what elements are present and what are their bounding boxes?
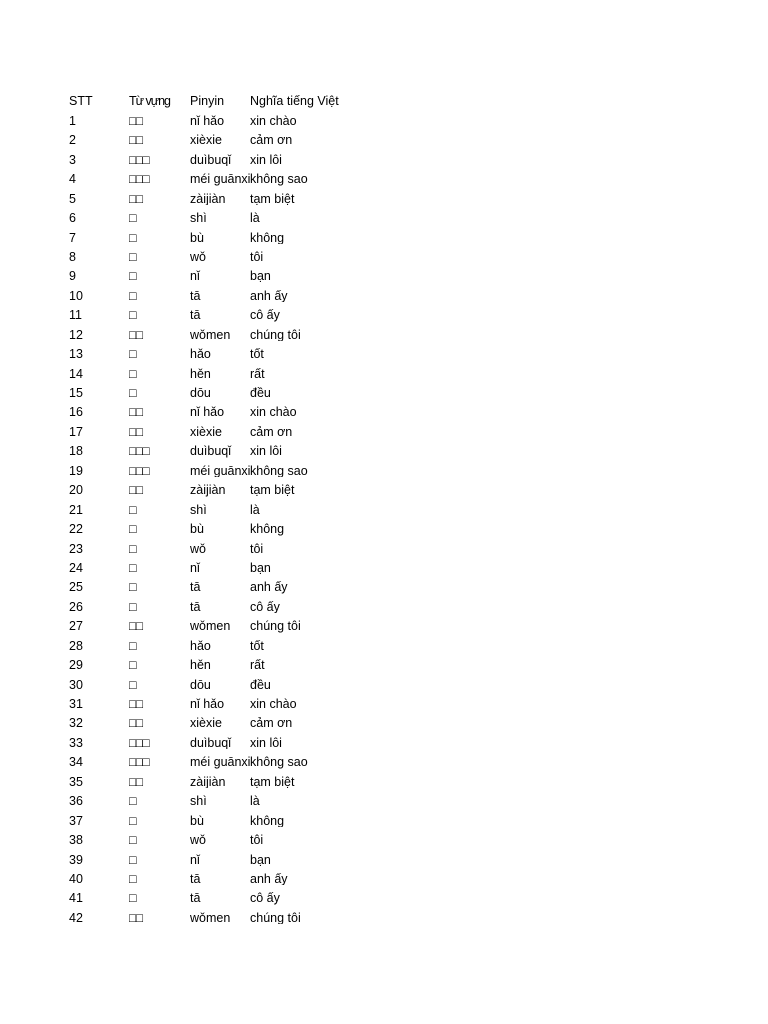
row-word: □□ — [129, 192, 143, 206]
row-word: □□□ — [129, 173, 149, 186]
row-pinyin: hǎo — [190, 348, 211, 361]
row-meaning: xin lỗi — [250, 153, 282, 167]
row-word: □□ — [129, 911, 143, 925]
row-pinyin: duìbuqǐ — [190, 445, 232, 458]
table-row — [69, 578, 410, 597]
row-stt: 29 — [69, 659, 83, 672]
row-word: □ — [129, 561, 136, 575]
row-pinyin: xièxie — [190, 425, 222, 439]
row-meaning: cảm ơn — [250, 425, 293, 439]
row-stt: 37 — [69, 814, 83, 828]
row-pinyin: méi guānxi — [190, 464, 250, 478]
table-row — [69, 248, 410, 267]
table-row — [69, 267, 410, 286]
row-meaning: tôi — [250, 834, 264, 847]
row-pinyin: xièxie — [190, 134, 222, 147]
row-pinyin: méi guānxi — [190, 756, 250, 769]
row-meaning: tôi — [250, 542, 264, 556]
row-meaning: cô ấy — [250, 309, 280, 322]
row-meaning: không — [250, 523, 285, 536]
row-word: □ — [129, 814, 136, 828]
row-meaning: chúng tôi — [250, 620, 301, 633]
row-pinyin: wǒmen — [190, 911, 231, 925]
row-pinyin: zàijiàn — [190, 775, 226, 789]
table-row — [69, 520, 410, 539]
row-word: □ — [129, 542, 136, 556]
row-stt: 26 — [69, 600, 83, 614]
row-stt: 1 — [69, 114, 76, 128]
row-pinyin: hěn — [190, 367, 211, 381]
header-meaning: Nghĩa tiếng Việt — [250, 95, 339, 108]
row-stt: 6 — [69, 212, 76, 225]
row-word: □ — [129, 270, 136, 283]
row-stt: 7 — [69, 231, 76, 245]
table-row — [69, 714, 410, 733]
row-word: □□ — [129, 620, 143, 633]
table-row — [69, 461, 410, 480]
row-meaning: bạn — [250, 270, 271, 283]
row-pinyin: wǒ — [190, 250, 206, 264]
table-row — [69, 442, 410, 461]
row-word: □□□ — [129, 464, 149, 478]
row-pinyin: tā — [190, 600, 201, 614]
row-pinyin: duìbuqǐ — [190, 736, 232, 750]
row-stt: 35 — [69, 775, 83, 789]
table-row — [69, 675, 410, 694]
row-stt: 31 — [69, 698, 83, 711]
row-meaning: tạm biệt — [250, 775, 295, 789]
row-pinyin: nǐ — [190, 853, 200, 867]
row-pinyin: xièxie — [190, 717, 222, 730]
row-pinyin: wǒmen — [190, 620, 231, 633]
row-word: □ — [129, 289, 136, 303]
row-stt: 12 — [69, 328, 83, 342]
row-meaning: xin chào — [250, 698, 297, 711]
row-meaning: tốt — [250, 348, 264, 361]
row-meaning: bạn — [250, 853, 271, 867]
row-meaning: không — [250, 814, 285, 828]
table-row — [69, 209, 410, 228]
row-word: □□ — [129, 717, 143, 730]
row-word: □ — [129, 678, 136, 692]
row-stt: 13 — [69, 348, 83, 361]
row-stt: 19 — [69, 464, 83, 478]
row-stt: 27 — [69, 620, 83, 633]
row-meaning: tôi — [250, 250, 264, 264]
row-meaning: tốt — [250, 639, 264, 653]
row-pinyin: tā — [190, 892, 201, 905]
row-word: □□ — [129, 484, 143, 497]
row-word: □ — [129, 367, 136, 381]
row-pinyin: wǒmen — [190, 328, 231, 342]
row-word: □□□ — [129, 756, 149, 769]
table-row — [69, 189, 410, 208]
row-word: □ — [129, 503, 136, 517]
row-word: □ — [129, 853, 136, 867]
row-pinyin: shì — [190, 212, 207, 225]
row-pinyin: duìbuqǐ — [190, 153, 232, 167]
row-pinyin: nǐ hǎo — [190, 698, 225, 711]
row-word: □ — [129, 600, 136, 614]
row-meaning: đều — [250, 678, 271, 692]
row-stt: 18 — [69, 445, 83, 458]
row-pinyin: tā — [190, 872, 201, 886]
row-word: □ — [129, 387, 136, 400]
table-row — [69, 500, 410, 519]
row-meaning: xin chào — [250, 406, 297, 419]
row-pinyin: nǐ hǎo — [190, 114, 225, 128]
table-row — [69, 695, 410, 714]
row-stt: 2 — [69, 134, 76, 147]
table-row — [69, 481, 410, 500]
row-word: □ — [129, 639, 136, 653]
row-meaning: xin lỗi — [250, 736, 282, 750]
table-row — [69, 539, 410, 558]
row-word: □□ — [129, 134, 143, 147]
row-word: □ — [129, 892, 136, 905]
row-meaning: bạn — [250, 561, 271, 575]
table-row — [69, 656, 410, 675]
header-word: Từ vựng — [129, 95, 170, 108]
row-stt: 21 — [69, 503, 83, 517]
row-word: □ — [129, 309, 136, 322]
row-pinyin: zàijiàn — [190, 192, 226, 206]
table-row — [69, 772, 410, 791]
row-pinyin: bù — [190, 231, 204, 245]
row-word: □ — [129, 231, 136, 245]
row-stt: 22 — [69, 523, 83, 536]
table-row — [69, 753, 410, 772]
row-stt: 16 — [69, 406, 83, 419]
table-row — [69, 286, 410, 305]
header-stt: STT — [69, 95, 93, 108]
table-row — [69, 636, 410, 655]
table-row — [69, 150, 410, 169]
row-pinyin: nǐ — [190, 561, 200, 575]
vocabulary-sheet — [69, 92, 410, 928]
row-pinyin: dōu — [190, 387, 211, 400]
table-row — [69, 811, 410, 830]
table-row — [69, 384, 410, 403]
row-meaning: tạm biệt — [250, 192, 295, 206]
table-row — [69, 325, 410, 344]
row-stt: 9 — [69, 270, 76, 283]
row-stt: 23 — [69, 542, 83, 556]
row-stt: 42 — [69, 911, 83, 925]
row-stt: 34 — [69, 756, 83, 769]
row-word: □□ — [129, 775, 143, 789]
row-stt: 39 — [69, 853, 83, 867]
row-stt: 4 — [69, 173, 76, 186]
row-word: □ — [129, 250, 136, 264]
row-meaning: rất — [250, 659, 265, 672]
row-meaning: không sao — [250, 756, 308, 769]
row-meaning: không — [250, 231, 285, 245]
table-row — [69, 617, 410, 636]
row-stt: 36 — [69, 795, 83, 808]
row-word: □□ — [129, 328, 143, 342]
row-stt: 38 — [69, 834, 83, 847]
row-pinyin: zàijiàn — [190, 484, 226, 497]
row-stt: 30 — [69, 678, 83, 692]
row-stt: 41 — [69, 892, 83, 905]
row-pinyin: dōu — [190, 678, 211, 692]
row-pinyin: nǐ — [190, 270, 200, 283]
row-meaning: anh ấy — [250, 581, 288, 594]
table-row — [69, 111, 410, 130]
row-stt: 11 — [69, 309, 82, 322]
row-stt: 33 — [69, 736, 83, 750]
row-meaning: tạm biệt — [250, 484, 295, 497]
row-meaning: rất — [250, 367, 265, 381]
row-pinyin: tā — [190, 289, 201, 303]
row-pinyin: méi guānxi — [190, 173, 250, 186]
table-row — [69, 889, 410, 908]
row-word: □ — [129, 659, 136, 672]
row-meaning: anh ấy — [250, 872, 288, 886]
row-word: □□□ — [129, 445, 149, 458]
row-meaning: chúng tôi — [250, 911, 301, 925]
table-row — [69, 908, 410, 927]
row-stt: 8 — [69, 250, 76, 264]
row-pinyin: shì — [190, 795, 207, 808]
table-row — [69, 170, 410, 189]
row-stt: 14 — [69, 367, 83, 381]
row-stt: 24 — [69, 561, 83, 575]
row-meaning: xin chào — [250, 114, 297, 128]
table-row — [69, 831, 410, 850]
row-pinyin: wǒ — [190, 542, 206, 556]
row-pinyin: hěn — [190, 659, 211, 672]
table-row — [69, 422, 410, 441]
row-pinyin: wǒ — [190, 834, 206, 847]
row-meaning: không sao — [250, 173, 308, 186]
table-row — [69, 850, 410, 869]
row-meaning: không sao — [250, 464, 308, 478]
row-stt: 10 — [69, 289, 83, 303]
row-stt: 40 — [69, 872, 83, 886]
row-word: □ — [129, 523, 136, 536]
table-row — [69, 597, 410, 616]
row-meaning: cô ấy — [250, 892, 280, 905]
table-row — [69, 403, 410, 422]
row-word: □□□ — [129, 736, 149, 750]
row-meaning: là — [250, 503, 260, 517]
row-word: □□ — [129, 698, 143, 711]
table-row — [69, 733, 410, 752]
row-meaning: anh ấy — [250, 289, 288, 303]
table-row — [69, 870, 410, 889]
table-row — [69, 228, 410, 247]
table-row — [69, 345, 410, 364]
row-word: □ — [129, 872, 136, 886]
row-stt: 28 — [69, 639, 83, 653]
row-word: □ — [129, 348, 136, 361]
row-meaning: là — [250, 795, 260, 808]
row-meaning: chúng tôi — [250, 328, 301, 342]
row-stt: 3 — [69, 153, 76, 167]
table-row — [69, 559, 410, 578]
table-row — [69, 306, 410, 325]
row-stt: 17 — [69, 425, 83, 439]
row-word: □ — [129, 834, 136, 847]
row-stt: 5 — [69, 192, 76, 206]
row-pinyin: hǎo — [190, 639, 211, 653]
row-pinyin: nǐ hǎo — [190, 406, 225, 419]
row-stt: 15 — [69, 387, 83, 400]
row-word: □□ — [129, 114, 143, 128]
row-word: □□ — [129, 425, 143, 439]
row-word: □□□ — [129, 153, 149, 167]
row-pinyin: shì — [190, 503, 207, 517]
row-meaning: đều — [250, 387, 271, 400]
row-pinyin: tā — [190, 309, 201, 322]
row-word: □ — [129, 581, 136, 594]
row-stt: 20 — [69, 484, 83, 497]
row-word: □□ — [129, 406, 143, 419]
table-row — [69, 131, 410, 150]
row-pinyin: bù — [190, 814, 204, 828]
table-row — [69, 792, 410, 811]
row-stt: 32 — [69, 717, 83, 730]
row-meaning: cô ấy — [250, 600, 280, 614]
row-meaning: xin lỗi — [250, 445, 282, 458]
row-meaning: là — [250, 212, 260, 225]
table-body — [69, 111, 410, 927]
row-word: □ — [129, 212, 136, 225]
row-pinyin: bù — [190, 523, 204, 536]
header-row — [69, 92, 410, 111]
header-pinyin: Pinyin — [190, 95, 225, 108]
row-meaning: cảm ơn — [250, 717, 293, 730]
row-stt: 25 — [69, 581, 83, 594]
table-row — [69, 364, 410, 383]
row-word: □ — [129, 795, 136, 808]
row-meaning: cảm ơn — [250, 134, 293, 147]
row-pinyin: tā — [190, 581, 201, 594]
